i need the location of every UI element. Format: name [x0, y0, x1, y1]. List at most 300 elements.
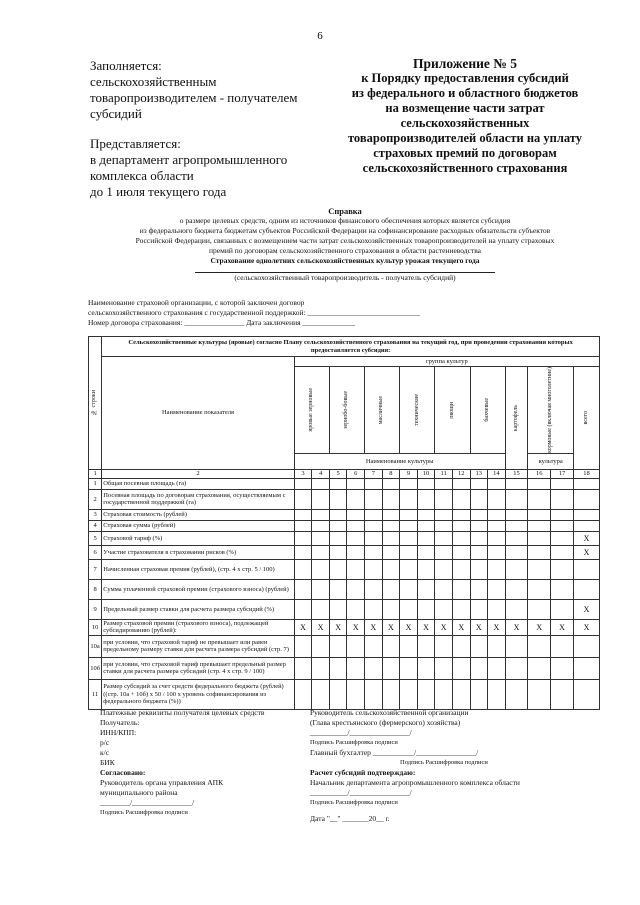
- column-number: 17: [551, 469, 574, 478]
- page-number: 6: [317, 30, 323, 42]
- data-cell[interactable]: [312, 559, 330, 579]
- data-cell[interactable]: [294, 559, 312, 579]
- data-cell[interactable]: [294, 509, 312, 520]
- row-number: 2: [89, 489, 102, 509]
- data-cell[interactable]: [365, 679, 383, 709]
- data-cell[interactable]: [452, 509, 470, 520]
- table-row: [89, 520, 600, 531]
- fill-line: субсидий: [90, 106, 142, 121]
- footer-left: [100, 708, 300, 818]
- excluded-mark: X: [382, 619, 400, 635]
- table-row: [89, 531, 600, 545]
- data-cell[interactable]: [294, 531, 312, 545]
- indicator-name: при условии, что страховой тариф не превышает или равен предельному размеру ставки для расчета размера субсидий (стр. 7): [102, 635, 294, 657]
- excluded-mark: X: [470, 619, 488, 635]
- data-cell[interactable]: [452, 520, 470, 531]
- data-cell[interactable]: [505, 635, 528, 657]
- signature-line[interactable]: __________/________________/: [310, 788, 412, 797]
- data-cell[interactable]: [488, 559, 506, 579]
- data-cell[interactable]: [294, 579, 312, 599]
- group-label: масличные: [378, 395, 385, 425]
- data-cell[interactable]: [452, 599, 470, 619]
- fill-label: Заполняется:: [90, 58, 162, 73]
- data-cell[interactable]: [382, 531, 400, 545]
- data-cell[interactable]: [294, 520, 312, 531]
- indicator-name: Сумма уплаченной страховой премии (страхового взноса) (рублей): [102, 579, 294, 599]
- data-cell[interactable]: [452, 559, 470, 579]
- data-cell[interactable]: [435, 509, 453, 520]
- data-cell[interactable]: [417, 635, 435, 657]
- reference-title: Справка: [328, 206, 362, 216]
- data-cell[interactable]: [417, 559, 435, 579]
- data-cell[interactable]: [551, 657, 574, 679]
- data-cell[interactable]: [551, 531, 574, 545]
- data-cell[interactable]: [365, 657, 383, 679]
- data-cell[interactable]: [470, 531, 488, 545]
- appendix-line: на возмещение части затрат: [385, 101, 545, 115]
- data-cell[interactable]: [400, 545, 418, 559]
- data-cell[interactable]: [488, 478, 506, 489]
- row-number: 5: [89, 531, 102, 545]
- agreed-label: Согласовано:: [100, 768, 146, 777]
- data-cell[interactable]: [505, 579, 528, 599]
- reference-subtitle: Страхование однолетних сельскохозяйственных культур урожая текущего года: [210, 256, 480, 265]
- row-number: 8: [89, 579, 102, 599]
- data-cell[interactable]: [400, 478, 418, 489]
- column-number: 9: [400, 469, 418, 478]
- data-cell[interactable]: [347, 531, 365, 545]
- signature-caption: Подпись Расшифровка подписи: [400, 759, 488, 766]
- row-number: 10б: [89, 657, 102, 679]
- data-cell[interactable]: [452, 579, 470, 599]
- indicator-name: Предельный размер ставки для расчета размера субсидий (%): [102, 599, 294, 619]
- data-cell[interactable]: [435, 657, 453, 679]
- data-cell[interactable]: [505, 489, 528, 509]
- header-left: [90, 58, 320, 214]
- data-cell[interactable]: [400, 509, 418, 520]
- data-cell[interactable]: [452, 657, 470, 679]
- data-cell[interactable]: [347, 489, 365, 509]
- data-cell[interactable]: [505, 679, 528, 709]
- excluded-mark: X: [488, 619, 506, 635]
- row-number: 11: [89, 679, 102, 709]
- group-cell: [329, 367, 364, 454]
- data-cell[interactable]: [551, 599, 574, 619]
- data-cell[interactable]: [505, 509, 528, 520]
- data-cell[interactable]: [329, 559, 347, 579]
- appendix-line: страховых премий по договорам: [373, 146, 557, 160]
- data-cell[interactable]: [573, 489, 599, 509]
- data-cell[interactable]: [417, 509, 435, 520]
- data-cell[interactable]: [294, 545, 312, 559]
- excluded-mark: X: [573, 599, 599, 619]
- excluded-mark: X: [417, 619, 435, 635]
- data-cell[interactable]: [365, 579, 383, 599]
- data-cell[interactable]: [347, 509, 365, 520]
- data-cell[interactable]: [528, 599, 551, 619]
- data-cell[interactable]: [382, 478, 400, 489]
- data-cell[interactable]: [400, 520, 418, 531]
- data-cell[interactable]: [365, 599, 383, 619]
- data-cell[interactable]: [551, 478, 574, 489]
- appendix-line: к Порядку предоставления субсидий: [361, 71, 569, 85]
- confirmed-line: Начальник департамента агропромышленного комплекса области: [310, 778, 520, 787]
- data-cell[interactable]: [329, 545, 347, 559]
- data-cell[interactable]: [382, 520, 400, 531]
- data-cell[interactable]: [312, 489, 330, 509]
- excluded-mark: X: [329, 619, 347, 635]
- data-cell[interactable]: [452, 545, 470, 559]
- data-cell[interactable]: [435, 599, 453, 619]
- data-cell[interactable]: [400, 579, 418, 599]
- data-cell[interactable]: [312, 545, 330, 559]
- data-cell[interactable]: [551, 635, 574, 657]
- column-number: 5: [329, 469, 347, 478]
- data-cell[interactable]: [312, 679, 330, 709]
- indicator-name: Общая посевная площадь (га): [102, 478, 294, 489]
- data-cell[interactable]: [573, 509, 599, 520]
- appendix-title: Приложение № 5: [413, 56, 517, 71]
- data-cell[interactable]: [417, 579, 435, 599]
- data-cell[interactable]: [329, 478, 347, 489]
- column-number: 2: [102, 469, 294, 478]
- data-cell[interactable]: [528, 657, 551, 679]
- data-cell[interactable]: [488, 679, 506, 709]
- data-cell[interactable]: [417, 531, 435, 545]
- data-cell[interactable]: [312, 520, 330, 531]
- data-cell[interactable]: [470, 520, 488, 531]
- data-cell[interactable]: [573, 635, 599, 657]
- excluded-mark: X: [528, 619, 551, 635]
- data-cell[interactable]: [329, 599, 347, 619]
- insurance-line: сельскохозяйственного страхования с государственной поддержкой: ______________________________: [88, 308, 421, 317]
- indicator-name: Страховая сумма (рублей): [102, 520, 294, 531]
- data-cell[interactable]: [505, 478, 528, 489]
- data-cell[interactable]: [435, 559, 453, 579]
- data-cell[interactable]: [294, 599, 312, 619]
- recipient-label: Получатель:: [100, 718, 140, 727]
- data-cell[interactable]: [400, 635, 418, 657]
- data-cell[interactable]: [488, 579, 506, 599]
- data-cell[interactable]: [312, 531, 330, 545]
- table-row: [89, 489, 600, 509]
- data-cell[interactable]: [329, 520, 347, 531]
- reference-line: о размере целевых средств, одним из источников финансового обеспечения которых является субсидия: [179, 216, 511, 225]
- data-cell[interactable]: [417, 657, 435, 679]
- data-cell[interactable]: [528, 531, 551, 545]
- submit-line: до 1 июля текущего года: [90, 184, 227, 199]
- table-row: [89, 657, 600, 679]
- table-row: [89, 679, 600, 709]
- data-cell[interactable]: [329, 489, 347, 509]
- data-cell[interactable]: [312, 478, 330, 489]
- data-cell[interactable]: [347, 478, 365, 489]
- column-number: 8: [382, 469, 400, 478]
- data-cell[interactable]: [528, 509, 551, 520]
- table-row: [89, 579, 600, 599]
- row-number: 10а: [89, 635, 102, 657]
- data-cell[interactable]: [573, 679, 599, 709]
- data-cell[interactable]: [435, 579, 453, 599]
- column-number: 13: [470, 469, 488, 478]
- data-cell[interactable]: [417, 489, 435, 509]
- row-number: 1: [89, 478, 102, 489]
- signature-line[interactable]: ________/________________/: [100, 798, 195, 807]
- data-cell[interactable]: [488, 545, 506, 559]
- data-cell[interactable]: [505, 559, 528, 579]
- group-label: овощи: [448, 401, 455, 419]
- data-cell[interactable]: [452, 478, 470, 489]
- data-cell[interactable]: [417, 679, 435, 709]
- indicator-name: Посевная площадь по договорам страхования, осуществляемым с государственной поддержкой (га): [102, 489, 294, 509]
- data-cell[interactable]: [347, 679, 365, 709]
- data-cell[interactable]: [488, 489, 506, 509]
- indicator-name: Размер страховой премии (страхового взноса), подлежащей субсидированию (рублей):: [102, 619, 294, 635]
- data-cell[interactable]: [365, 509, 383, 520]
- data-cell[interactable]: [528, 489, 551, 509]
- account-label: р/с: [100, 738, 110, 747]
- group-cell: [573, 367, 599, 470]
- data-cell[interactable]: [400, 559, 418, 579]
- data-cell[interactable]: [452, 531, 470, 545]
- data-cell[interactable]: [505, 531, 528, 545]
- inn-label: ИНН/КПП:: [100, 728, 137, 737]
- data-cell[interactable]: [365, 531, 383, 545]
- data-cell[interactable]: [551, 489, 574, 509]
- crops-header: Сельскохозяйственные культуры (яровые) согласно Плану сельскохозяйственного страхования на текущий год, при проведении страхования которых предоставляется субсидия:: [102, 337, 600, 357]
- data-cell[interactable]: [470, 579, 488, 599]
- excluded-mark: X: [312, 619, 330, 635]
- group-label: бахчевые: [483, 398, 490, 422]
- data-cell[interactable]: [528, 478, 551, 489]
- data-cell[interactable]: [488, 531, 506, 545]
- data-cell[interactable]: [551, 559, 574, 579]
- data-cell[interactable]: [435, 679, 453, 709]
- data-cell[interactable]: [382, 489, 400, 509]
- table-row: [89, 545, 600, 559]
- data-cell[interactable]: [470, 657, 488, 679]
- column-number: 1: [89, 469, 102, 478]
- group-label: всего: [582, 411, 589, 425]
- culture-header: культура: [528, 453, 574, 469]
- excluded-mark: X: [573, 531, 599, 545]
- group-cell: [400, 367, 435, 454]
- data-cell[interactable]: [528, 579, 551, 599]
- data-cell[interactable]: [470, 599, 488, 619]
- data-cell[interactable]: [470, 545, 488, 559]
- data-cell[interactable]: [329, 579, 347, 599]
- reference-line: Российской Федерации, связанных с возмещением части затрат сельскохозяйственных товаропроизводителей на уплату страховых: [135, 236, 555, 245]
- data-cell[interactable]: [573, 559, 599, 579]
- indicator-name: Страховой тариф (%): [102, 531, 294, 545]
- data-cell[interactable]: [312, 635, 330, 657]
- group-label: картофель: [512, 404, 519, 432]
- row-number: 4: [89, 520, 102, 531]
- data-cell[interactable]: [505, 599, 528, 619]
- data-cell[interactable]: [551, 509, 574, 520]
- data-cell[interactable]: [365, 520, 383, 531]
- insurance-block: [88, 298, 600, 328]
- column-number: 14: [488, 469, 506, 478]
- data-cell[interactable]: [452, 489, 470, 509]
- data-cell[interactable]: [347, 579, 365, 599]
- subsidy-table: [88, 336, 600, 710]
- excluded-mark: X: [365, 619, 383, 635]
- bik-label: БИК: [100, 758, 115, 767]
- data-cell[interactable]: [417, 520, 435, 531]
- data-cell[interactable]: [435, 635, 453, 657]
- data-cell[interactable]: [365, 635, 383, 657]
- data-cell[interactable]: [573, 520, 599, 531]
- data-cell[interactable]: [488, 635, 506, 657]
- data-cell[interactable]: [488, 509, 506, 520]
- data-cell[interactable]: [505, 545, 528, 559]
- indicator-name: Участие страхователя в страховании рисков (%): [102, 545, 294, 559]
- signature-line[interactable]: __________/________________/: [310, 728, 412, 737]
- data-cell[interactable]: [470, 559, 488, 579]
- data-cell[interactable]: [573, 478, 599, 489]
- table-row: [89, 509, 600, 520]
- recipient-caption: (сельскохозяйственный товаропроизводитель - получатель субсидий): [234, 273, 456, 282]
- fill-line: товаропроизводителем - получателем: [90, 90, 298, 105]
- data-cell[interactable]: [417, 478, 435, 489]
- data-cell[interactable]: [329, 531, 347, 545]
- row-number: 7: [89, 559, 102, 579]
- group-label: технические: [413, 393, 420, 426]
- data-cell[interactable]: [382, 545, 400, 559]
- data-cell[interactable]: [470, 509, 488, 520]
- data-cell[interactable]: [382, 599, 400, 619]
- appendix-line: сельскохозяйственного страхования: [362, 161, 568, 175]
- payment-details: Платежные реквизиты получателя целевых средств: [100, 708, 265, 717]
- data-cell[interactable]: [294, 657, 312, 679]
- row-number: 6: [89, 545, 102, 559]
- group-header: группа культур: [294, 357, 599, 367]
- data-cell[interactable]: [435, 531, 453, 545]
- data-cell[interactable]: [400, 679, 418, 709]
- data-cell[interactable]: [382, 559, 400, 579]
- data-cell[interactable]: [382, 635, 400, 657]
- data-cell[interactable]: [528, 559, 551, 579]
- data-cell[interactable]: [551, 545, 574, 559]
- data-cell[interactable]: [312, 579, 330, 599]
- data-cell[interactable]: [551, 579, 574, 599]
- data-cell[interactable]: [452, 679, 470, 709]
- data-cell[interactable]: [365, 559, 383, 579]
- footer-right: [310, 708, 600, 824]
- data-cell[interactable]: [417, 599, 435, 619]
- data-cell[interactable]: [435, 545, 453, 559]
- data-cell[interactable]: [551, 679, 574, 709]
- data-cell[interactable]: [382, 657, 400, 679]
- data-cell[interactable]: [347, 635, 365, 657]
- data-cell[interactable]: [312, 657, 330, 679]
- data-cell[interactable]: [470, 635, 488, 657]
- data-cell[interactable]: [400, 599, 418, 619]
- data-cell[interactable]: [365, 478, 383, 489]
- data-cell[interactable]: [435, 489, 453, 509]
- data-cell[interactable]: [470, 679, 488, 709]
- data-cell[interactable]: [505, 520, 528, 531]
- data-cell[interactable]: [347, 657, 365, 679]
- insurance-line: Наименование страховой организации, с которой заключен договор: [88, 298, 305, 307]
- appendix-line: из федерального и областного бюджетов: [351, 86, 579, 100]
- data-cell[interactable]: [488, 520, 506, 531]
- column-number: 10: [417, 469, 435, 478]
- data-cell[interactable]: [294, 635, 312, 657]
- data-cell[interactable]: [528, 679, 551, 709]
- data-cell[interactable]: [382, 579, 400, 599]
- data-cell[interactable]: [528, 520, 551, 531]
- data-cell[interactable]: [400, 531, 418, 545]
- data-cell[interactable]: [551, 520, 574, 531]
- data-cell[interactable]: [573, 579, 599, 599]
- data-cell[interactable]: [347, 559, 365, 579]
- submit-line: в департамент агропромышленного: [90, 152, 288, 167]
- appendix-header: [330, 56, 600, 176]
- data-cell[interactable]: [329, 657, 347, 679]
- excluded-mark: X: [435, 619, 453, 635]
- data-cell[interactable]: [347, 520, 365, 531]
- group-label: зернобо-бовые: [343, 391, 350, 429]
- column-number: 4: [312, 469, 330, 478]
- data-cell[interactable]: [329, 635, 347, 657]
- date-line[interactable]: Дата "__" _______20__ г.: [310, 814, 390, 823]
- data-cell[interactable]: [365, 545, 383, 559]
- signature-caption: Подпись Расшифровка подписи: [310, 799, 398, 806]
- data-cell[interactable]: [400, 489, 418, 509]
- insurance-line: Номер договора страхования: ________________ Дата заключения ______________: [88, 318, 355, 327]
- data-cell[interactable]: [488, 599, 506, 619]
- data-cell[interactable]: [417, 545, 435, 559]
- data-cell[interactable]: [347, 599, 365, 619]
- data-cell[interactable]: [329, 509, 347, 520]
- data-cell[interactable]: [294, 478, 312, 489]
- data-cell[interactable]: [452, 635, 470, 657]
- data-cell[interactable]: [312, 509, 330, 520]
- data-cell[interactable]: [294, 679, 312, 709]
- data-cell[interactable]: [312, 599, 330, 619]
- data-cell[interactable]: [528, 635, 551, 657]
- data-cell[interactable]: [400, 657, 418, 679]
- data-cell[interactable]: [435, 478, 453, 489]
- data-cell[interactable]: [573, 657, 599, 679]
- data-cell[interactable]: [488, 657, 506, 679]
- group-cell: [365, 367, 400, 454]
- chief-accountant-line[interactable]: Главный бухгалтер ___________/________________/: [310, 748, 479, 757]
- data-cell[interactable]: [347, 545, 365, 559]
- column-number: 15: [505, 469, 528, 478]
- data-cell[interactable]: [505, 657, 528, 679]
- column-number: 6: [347, 469, 365, 478]
- row-no-header-cell: [89, 337, 102, 470]
- excluded-mark: X: [400, 619, 418, 635]
- data-cell[interactable]: [382, 679, 400, 709]
- data-cell[interactable]: [470, 489, 488, 509]
- data-cell[interactable]: [329, 679, 347, 709]
- data-cell[interactable]: [435, 520, 453, 531]
- data-cell[interactable]: [365, 489, 383, 509]
- group-cell: [294, 367, 329, 454]
- column-number: 12: [452, 469, 470, 478]
- head-line: (Глава крестьянского (фермерского) хозяйства): [310, 718, 461, 727]
- column-number: 11: [435, 469, 453, 478]
- data-cell[interactable]: [382, 509, 400, 520]
- row-no-header: № строки: [91, 390, 98, 416]
- data-cell[interactable]: [528, 545, 551, 559]
- data-cell[interactable]: [470, 478, 488, 489]
- data-cell[interactable]: [294, 489, 312, 509]
